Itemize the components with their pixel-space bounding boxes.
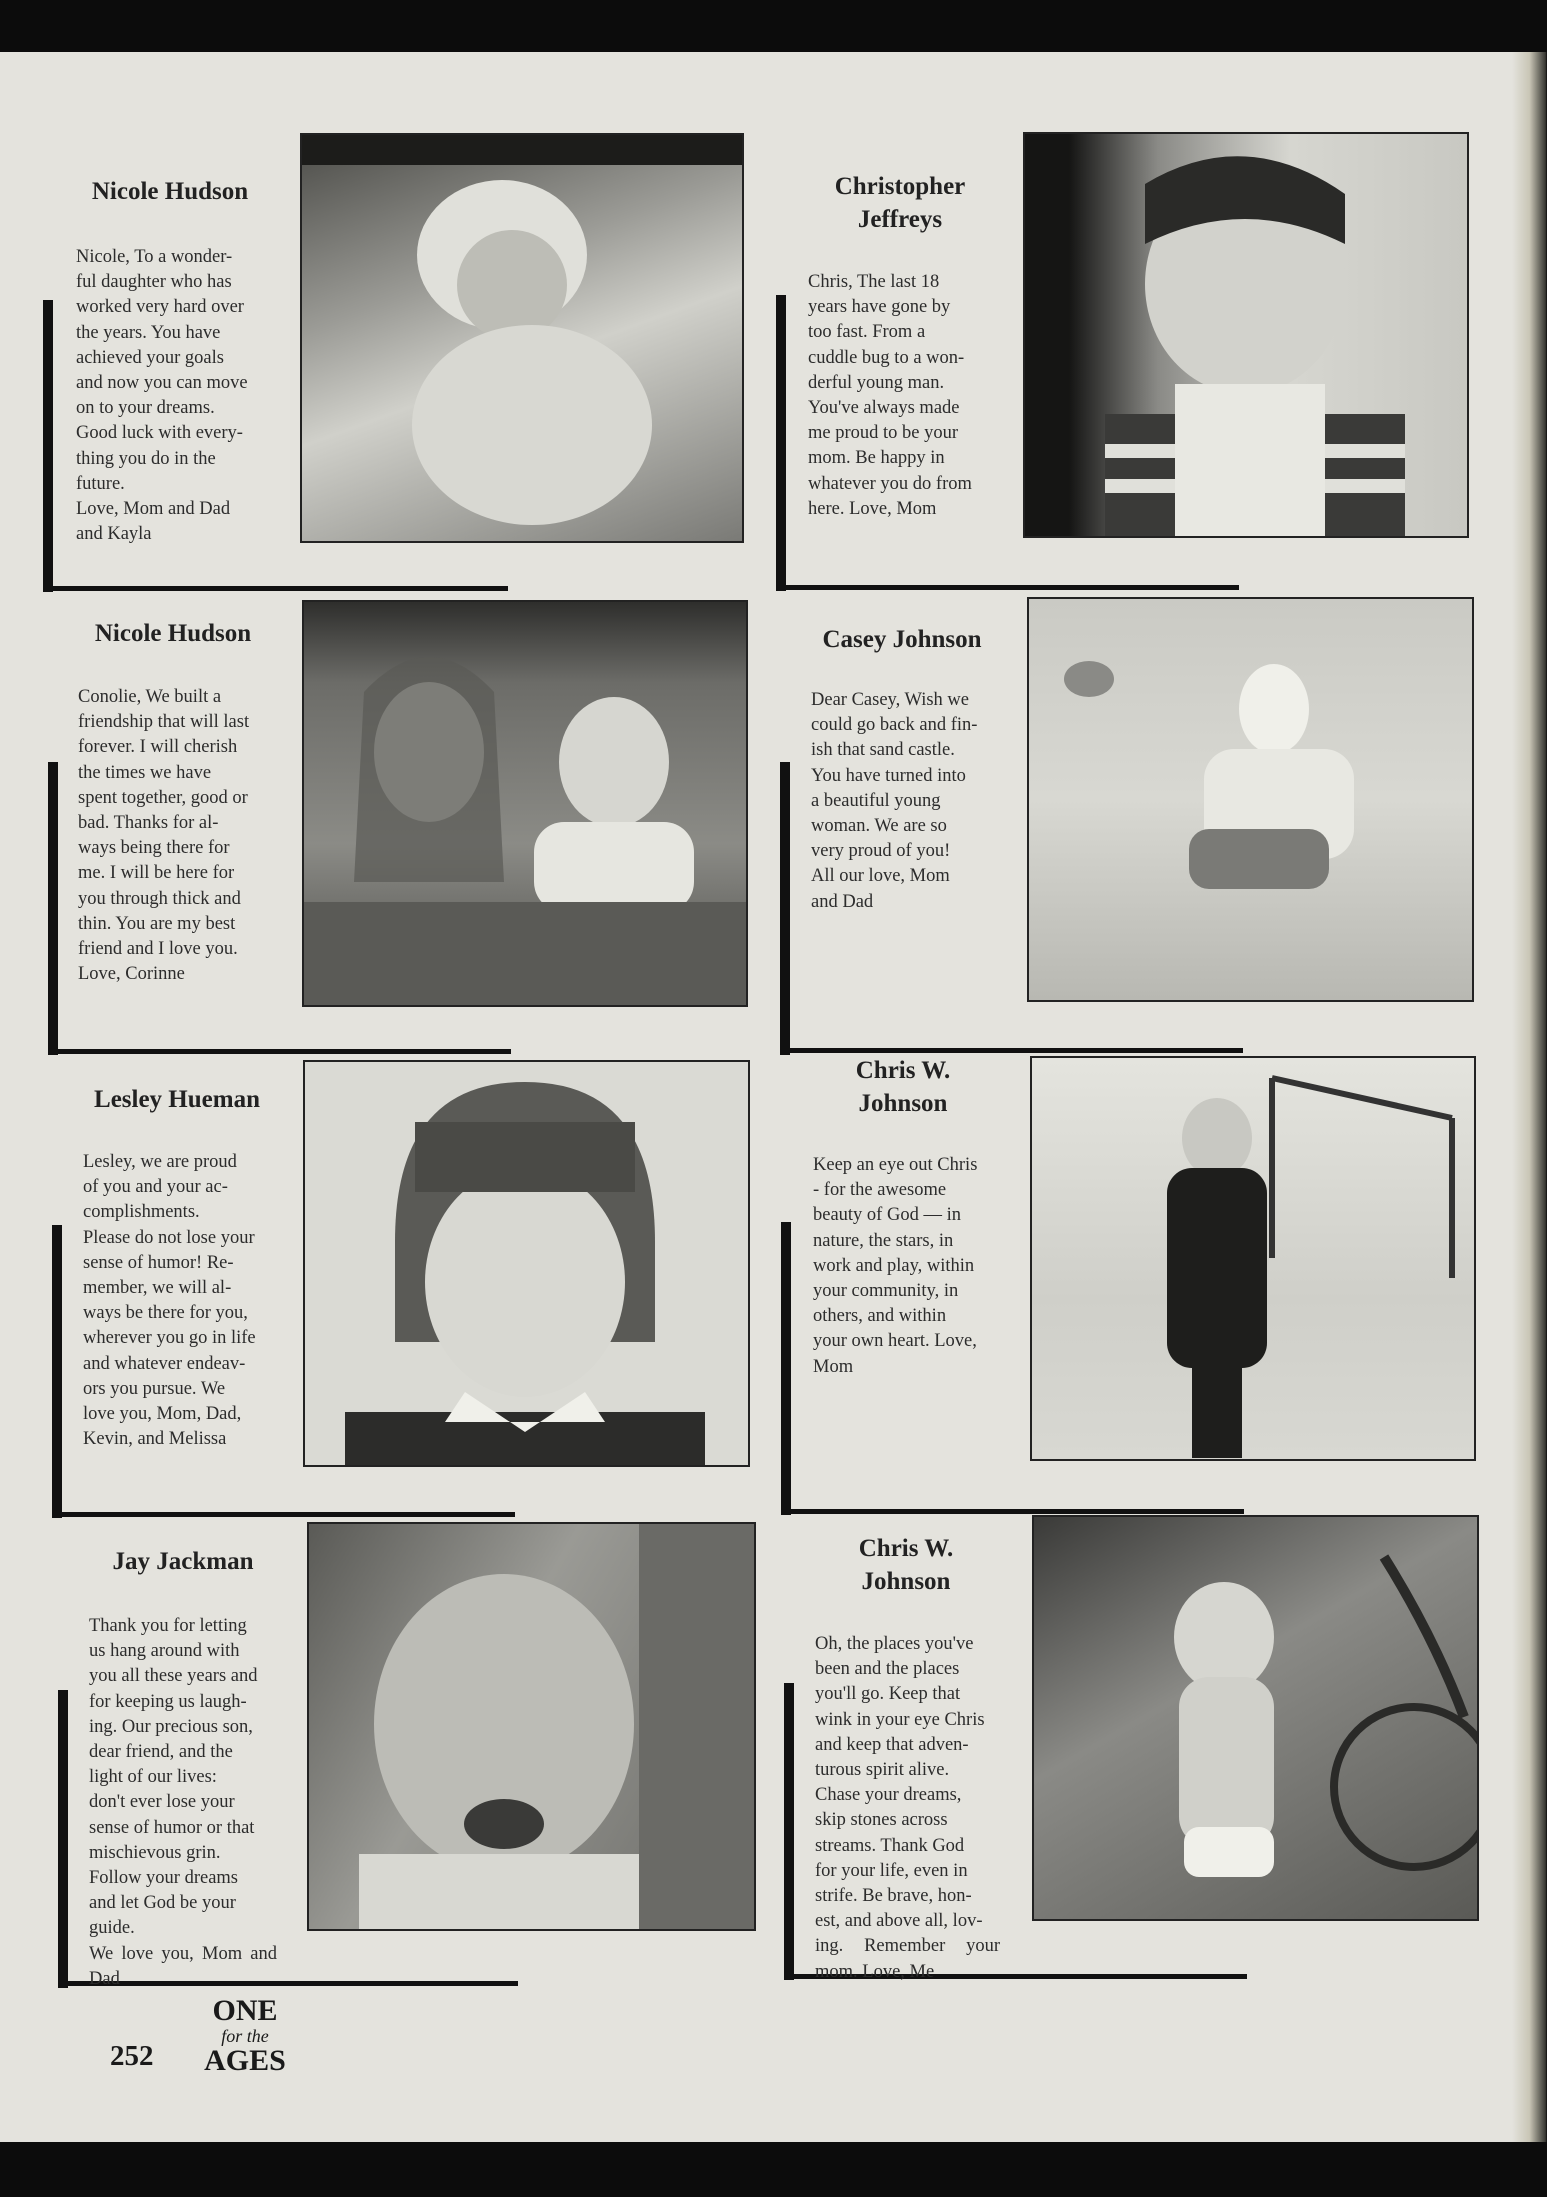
photo-two-girls-on-grass: [302, 600, 748, 1007]
accent-bar-horizontal: [52, 1512, 515, 1517]
page-number: 252: [110, 2040, 154, 2072]
accent-bar-vertical: [52, 1225, 62, 1518]
entry-name: Nicole Hudson: [91, 178, 249, 205]
photo-smiling-girl: [303, 1060, 750, 1467]
accent-bar-vertical: [781, 1222, 791, 1515]
one-for-the-ages-logo: [195, 1996, 295, 2076]
accent-bar-vertical: [784, 1683, 794, 1980]
entry-name: Jay Jackman: [112, 1548, 254, 1575]
entry-name: Casey Johnson: [822, 626, 982, 653]
accent-bar-horizontal: [780, 1048, 1243, 1053]
accent-bar-vertical: [43, 300, 53, 592]
entry-message: Oh, the places you've been and the places you'll go. Keep that wink in your eye Chris and keep that adven- turous spirit alive. Chase your dreams, skip stones across streams. Thank God for your life, even in strife. Be brave, hon- est, and above all, lov- ing. Remember your mom. Love, Me: [815, 1634, 1000, 1982]
entry-message: Dear Casey, Wish we could go back and fin- ish that sand castle. You have turned into a beautiful young woman. We are so very proud of you! All our love, Mom and Dad: [811, 690, 978, 912]
accent-bar-vertical: [48, 762, 58, 1055]
photo-smiling-toddler: [1023, 132, 1469, 538]
entry-name: Chris W. Johnson: [855, 1057, 951, 1117]
entry-message: Keep an eye out Chris - for the awesome beauty of God — in nature, the stars, in work and play, within your community, in others, and within your own heart. Love, Mom: [813, 1155, 978, 1377]
photo-baby-outdoors: [1032, 1515, 1479, 1921]
accent-bar-horizontal: [776, 585, 1239, 590]
accent-bar-horizontal: [48, 1049, 511, 1054]
accent-bar-vertical: [58, 1690, 68, 1988]
page-edge: [1512, 52, 1547, 2142]
entry-name: Christopher Jeffreys: [834, 173, 966, 233]
accent-bar-vertical: [776, 295, 786, 591]
accent-bar-horizontal: [781, 1509, 1244, 1514]
photo-child-in-sand: [1027, 597, 1474, 1002]
entry-message: Conolie, We built a friendship that will last forever. I will cherish the times we have spent together, good or bad. Thanks for al- ways being there for me. I will be here for you through thick and thin. You are my best friend and I love you. Love, Corinne: [78, 687, 250, 985]
entry-message: Nicole, To a wonder- ful daughter who has worked very hard over the years. You have achieved your goals and now you can move on to your dreams. Good luck with every- thing you do in the future. Love, Mom and Dad and Kayla: [76, 247, 248, 545]
logo-line-ages: AGES: [204, 2044, 286, 2077]
entry-name: Nicole Hudson: [94, 620, 252, 647]
logo-line-one: ONE: [212, 1994, 278, 2027]
entry-name: Chris W. Johnson: [858, 1535, 954, 1595]
entry-name: Lesley Hueman: [94, 1086, 260, 1113]
accent-bar-vertical: [780, 762, 790, 1055]
entry-message: Lesley, we are proud of you and your ac- complishments. Please do not lose your sense of humor! Re- member, we will al- ways be there for you, wherever you go in life and whatever endeav- ors you pursue. We love you, Mom, Dad, Kevin, and Melissa: [83, 1152, 256, 1450]
logo-line-for-the: for the: [221, 2026, 269, 2046]
accent-bar-horizontal: [43, 586, 508, 591]
entry-message: Thank you for letting us hang around with you all these years and for keeping us laugh- ing. Our precious son, dear friend, and the light of our lives: don't ever lose your sense of humor or that mischievous grin. Follow your dreams and let God be your guide. We love you, Mom and Dad: [89, 1616, 277, 1989]
photo-toddler-in-snowsuit: [1030, 1056, 1476, 1461]
entry-message: Chris, The last 18 years have gone by too fast. From a cuddle bug to a won- derful young man. You've always made me proud to be your mom. Be happy in whatever you do from here. Love, Mom: [808, 272, 972, 519]
photo-laughing-baby: [307, 1522, 756, 1931]
photo-baby-in-bonnet: [300, 133, 744, 543]
